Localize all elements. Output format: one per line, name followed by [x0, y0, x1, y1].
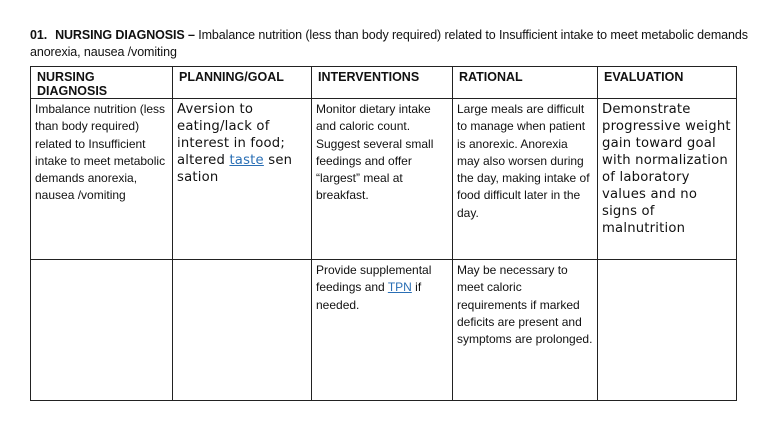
- tpn-link[interactable]: TPN: [387, 280, 412, 295]
- table-row: [31, 260, 737, 401]
- intervention-text-end: if needed.: [316, 280, 422, 312]
- header-planning-goal: PLANNING/GOAL: [173, 67, 312, 99]
- cell-goal: [173, 99, 312, 260]
- cell-diagnosis: Imbalance nutrition (less than body required) related to Insufficient intake to meet metabolic demands anorexia, nausea /vomiting: [31, 99, 173, 260]
- care-plan-table: [30, 66, 737, 401]
- cell-intervention: [312, 260, 453, 401]
- heading-text: Imbalance nutrition (less than body required) related to Insufficient intake to meet metabolic demands anorexia, nausea /vomiting: [30, 28, 748, 59]
- header-nursing-diagnosis: NURSING DIAGNOSIS: [31, 67, 173, 99]
- cell-empty-goal: [173, 260, 312, 401]
- goal-text-end: sen sation: [177, 153, 293, 185]
- header-interventions: INTERVENTIONS: [312, 67, 453, 99]
- table-header-row: [31, 67, 737, 99]
- header-rational: RATIONAL: [453, 67, 598, 99]
- heading-number: 01.: [30, 28, 48, 42]
- heading-label: NURSING DIAGNOSIS –: [55, 28, 195, 42]
- intervention-text: Provide supplemental feedings and: [316, 263, 432, 295]
- taste-link[interactable]: taste: [229, 153, 264, 168]
- cell-intervention: Monitor dietary intake and caloric count. Suggest several small feedings and offer “largest” meal at breakfast.: [312, 99, 453, 260]
- cell-empty-diagnosis: [31, 260, 173, 401]
- cell-rational: Large meals are difficult to manage when patient is anorexic. Anorexia may also worsen during the day, making intake of food difficult later in the day.: [453, 99, 598, 260]
- goal-text: Aversion to eating/lack of interest in food; altered: [177, 102, 285, 168]
- page-heading: [30, 27, 750, 61]
- cell-evaluation: Demonstrate progressive weight gain toward goal with normalization of laboratory values and no signs of malnutrition: [598, 99, 737, 260]
- cell-empty-evaluation: [598, 260, 737, 401]
- table-row: [31, 99, 737, 260]
- header-evaluation: EVALUATION: [598, 67, 737, 99]
- cell-rational: May be necessary to meet caloric requirements if marked deficits are present and symptoms are prolonged.: [453, 260, 598, 401]
